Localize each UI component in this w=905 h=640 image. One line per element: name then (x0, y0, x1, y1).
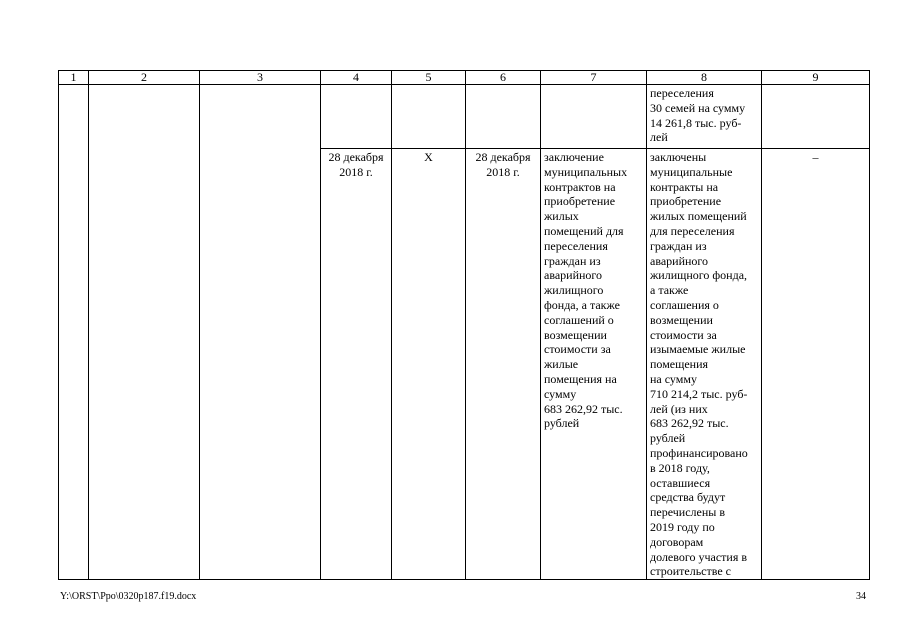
cell-line: 2018 г. (486, 164, 520, 179)
cell-line: соглашения о (650, 297, 719, 312)
cell-line: средства будут (650, 490, 726, 505)
cell-line: строительстве с (650, 564, 731, 579)
header-cell-1: 1 (59, 71, 89, 85)
cell-line: муниципальные (650, 164, 733, 179)
cell-r2-c6 (466, 149, 541, 580)
cell-line: 30 семей на сумму (650, 100, 746, 115)
cell-line: жилые (544, 357, 579, 372)
document-table (58, 70, 870, 580)
cell-line: изымаемые жилые (650, 342, 746, 357)
cell-line: 28 декабря (328, 150, 384, 164)
cell-line: 683 262,92 тыс. (544, 401, 623, 416)
cell-line: жилищного фонда, (650, 268, 748, 283)
cell-line: лей (650, 130, 668, 145)
cell-line: переселения (544, 238, 608, 253)
header-cell-2: 2 (89, 71, 200, 85)
cell-line: жилых (544, 209, 579, 224)
cell-line: профинансировано (650, 445, 748, 460)
cell-line: перечислены в (650, 505, 726, 520)
cell-r2-c4 (321, 149, 392, 580)
merged-cell-col3 (200, 85, 321, 580)
cell-line: рублей (650, 431, 686, 446)
cell-r1-c7 (541, 85, 647, 149)
cell-line: соглашений о (544, 312, 614, 327)
cell-line: жилищного (544, 283, 604, 298)
header-cell-8: 8 (647, 71, 762, 85)
header-cell-4: 4 (321, 71, 392, 85)
cell-line: переселения (650, 86, 714, 100)
cell-line: контракты на (650, 179, 719, 194)
cell-r2-c5 (392, 149, 466, 580)
cell-line: для переселения (650, 223, 735, 238)
merged-cell-col2 (89, 85, 200, 580)
cell-line: приобретение (544, 194, 616, 209)
cell-line: возмещении (650, 312, 713, 327)
page-number: 34 (856, 591, 866, 602)
header-row (59, 71, 870, 85)
header-cell-9: 9 (762, 71, 870, 85)
cell-r2-c9 (762, 149, 870, 580)
table-row (59, 85, 870, 149)
cell-line: муниципальных (544, 164, 628, 179)
cell-line: стоимости за (544, 342, 611, 357)
cell-r1-c4 (321, 85, 392, 149)
cell-line: сумму (544, 386, 577, 401)
cell-r1-c5 (392, 85, 466, 149)
header-cell-3: 3 (200, 71, 321, 85)
cell-line: стоимости за (650, 327, 717, 342)
merged-cell-col1 (59, 85, 89, 580)
cell-line: а также (650, 283, 689, 298)
cell-line: на сумму (650, 371, 697, 386)
cell-line: – (812, 150, 819, 164)
cell-line: помещения на (544, 371, 617, 386)
cell-line: 683 262,92 тыс. (650, 416, 729, 431)
cell-line: граждан из (650, 238, 707, 253)
footer-file-path: Y:\ORST\Ppo\0320p187.f19.docx (60, 591, 197, 602)
cell-r2-c7 (541, 149, 647, 580)
cell-line: Х (424, 150, 433, 164)
cell-line: заключены (650, 150, 707, 164)
header-cell-6: 6 (466, 71, 541, 85)
cell-line: помещений для (544, 223, 624, 238)
cell-line: помещения (650, 357, 709, 372)
cell-line: 2019 году по (650, 519, 715, 534)
cell-line: лей (из них (650, 401, 708, 416)
cell-line: 28 декабря (475, 150, 531, 164)
cell-line: 710 214,2 тыс. руб- (650, 386, 748, 401)
cell-line: фонда, а также (544, 297, 620, 312)
cell-line: контрактов на (544, 179, 616, 194)
cell-line: аварийного (650, 253, 709, 268)
header-cell-7: 7 (541, 71, 647, 85)
cell-line: аварийного (544, 268, 603, 283)
cell-line: 2018 г. (339, 164, 373, 179)
cell-line: в 2018 году, (650, 460, 710, 475)
cell-line: рублей (544, 416, 580, 431)
cell-line: граждан из (544, 253, 601, 268)
cell-r1-c9 (762, 85, 870, 149)
cell-r1-c6 (466, 85, 541, 149)
cell-r1-c8 (647, 85, 762, 149)
cell-line: возмещении (544, 327, 607, 342)
cell-line: долевого участия в (650, 549, 748, 564)
cell-line: договорам (650, 534, 704, 549)
header-cell-5: 5 (392, 71, 466, 85)
cell-line: 14 261,8 тыс. руб- (650, 115, 742, 130)
cell-line: приобретение (650, 194, 722, 209)
cell-line: заключение (544, 150, 604, 164)
cell-line: жилых помещений (650, 209, 747, 224)
cell-r2-c8 (647, 149, 762, 580)
cell-line: оставшиеся (650, 475, 711, 490)
